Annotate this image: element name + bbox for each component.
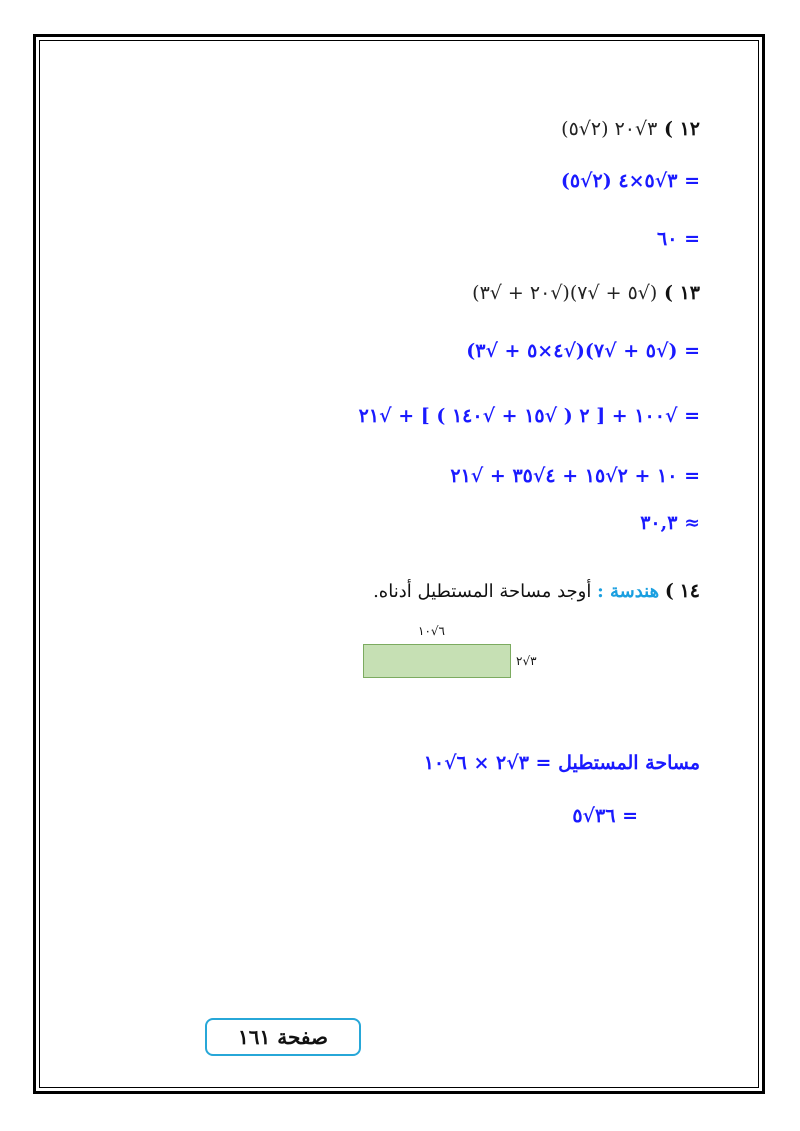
- page-number-label: صفحة ١٦١: [238, 1025, 328, 1049]
- page-border-inner: [39, 40, 759, 1088]
- problem-13-number: ١٣: [679, 282, 700, 304]
- problem-14-prompt: أوجد مساحة المستطيل أدناه.: [373, 581, 592, 602]
- page-number-badge: [205, 1018, 361, 1056]
- problem-12-step-1: = ٣√٥×٤ (٢√٥): [560, 170, 700, 192]
- area-label: مساحة المستطيل: [558, 752, 700, 774]
- problem-14-number: ١٤: [679, 580, 700, 602]
- problem-12-expression: ٣√٢٠ (٢√٥): [561, 118, 658, 140]
- problem-13-step-4: ≈ ٣٠,٣: [640, 512, 700, 534]
- problem-13-step-3: = ١٠ + ٢√١٥ + ٤√٣٥ + √٢١: [450, 465, 700, 487]
- problem-13-statement: ١٣ ) (√٥ + √٧)(√٢٠ + √٣): [472, 282, 700, 304]
- problem-14-heading: ١٤ ) هندسة : أوجد مساحة المستطيل أدناه.: [373, 580, 700, 602]
- problem-12-number: ١٢: [679, 118, 700, 140]
- area-equation-2: = ٣٦√٥: [572, 805, 638, 827]
- problem-14-topic: هندسة :: [597, 581, 660, 602]
- problem-12-statement: ١٢ ) ٣√٢٠ (٢√٥): [561, 118, 700, 140]
- area-equation-1: [424, 752, 700, 774]
- problem-13-step-2: = √١٠٠ + [ ٢ ( √١٥ + √١٤٠ ) ] + √٢١: [358, 405, 700, 427]
- rectangle-figure: [363, 644, 511, 678]
- rectangle-width-label: ٣√٢: [516, 654, 537, 668]
- area-step-1: = ٣√٢ × ٦√١٠: [423, 752, 552, 774]
- problem-12-step-2: = ٦٠: [657, 228, 700, 250]
- rectangle-length-label: ٦√١٠: [418, 624, 445, 638]
- problem-13-expression: (√٥ + √٧)(√٢٠ + √٣): [472, 282, 658, 304]
- problem-13-step-1: = (√٥ + √٧)(√٤×٥ + √٣): [466, 340, 700, 362]
